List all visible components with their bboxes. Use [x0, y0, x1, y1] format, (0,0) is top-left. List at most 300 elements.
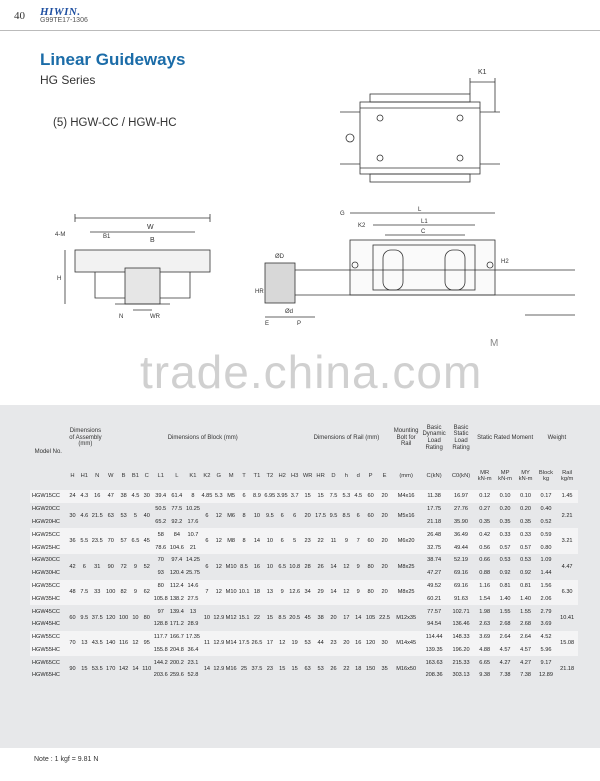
cell-L1: 155.8	[153, 644, 169, 657]
cell-K1: 17.6	[185, 516, 201, 529]
cell-MY: 2.64	[515, 631, 535, 644]
cell-T2: 10	[263, 554, 276, 580]
cell-static: 196.20	[448, 644, 475, 657]
cell-MP: 4.27	[495, 656, 515, 669]
cell-model: HGW25CC	[30, 528, 67, 541]
cell-H: 48	[67, 580, 79, 606]
cell-K2: 10	[201, 605, 213, 631]
cell-T: 8	[238, 503, 251, 529]
label-d: Ød	[285, 309, 294, 315]
cell-B: 38	[117, 490, 130, 503]
cell-C: 45	[141, 528, 153, 554]
cell-block-weight: 4.52	[536, 631, 556, 644]
top-view-drawing	[330, 60, 510, 200]
cell-WR: 20	[301, 503, 314, 529]
cell-HR: 44	[314, 631, 327, 657]
cell-T2: 6.95	[263, 490, 276, 503]
cell-WR: 34	[301, 580, 314, 606]
cell-bolt: M5x16	[392, 503, 421, 529]
cell-C: 80	[141, 605, 153, 631]
cell-WR: 28	[301, 554, 314, 580]
cell-static: 16.97	[448, 490, 475, 503]
cell-HR: 15	[314, 490, 327, 503]
cell-T1: 22	[250, 605, 263, 631]
cell-N: 53.5	[90, 656, 104, 682]
cell-block-weight: 1.09	[536, 554, 556, 567]
cell-H2: 9	[276, 580, 288, 606]
subheader-d: d	[356, 472, 360, 479]
header-weight: Weight	[547, 434, 567, 441]
cell-model: HGW65CC	[30, 656, 67, 669]
cell-MY: 4.27	[515, 656, 535, 669]
cell-L1: 203.6	[153, 669, 169, 682]
cell-G: 12.9	[213, 605, 225, 631]
cell-K2: 4.85	[201, 490, 213, 503]
cell-N: 31	[90, 554, 104, 580]
subheader-L1: L1	[157, 472, 164, 479]
cell-B1: 10	[130, 605, 141, 631]
cell-MR: 0.88	[474, 567, 494, 580]
series-subtitle: HG Series	[40, 73, 96, 87]
cell-C: 62	[141, 580, 153, 606]
cell-N: 33	[90, 580, 104, 606]
cell-G: 12	[213, 554, 225, 580]
cell-L1: 97	[153, 605, 169, 618]
subheader-E: E	[382, 472, 387, 479]
cell-K1: 13	[185, 605, 201, 618]
cell-block-weight: 1.44	[536, 567, 556, 580]
cell-L: 112.4	[169, 580, 185, 593]
cell-H3: 20.5	[288, 605, 301, 631]
subheader-W: W	[107, 472, 114, 479]
cell-MP: 0.53	[495, 554, 515, 567]
cell-HR: 26	[314, 554, 327, 580]
cell-MR: 0.35	[474, 516, 494, 529]
cell-E: 20	[378, 528, 392, 554]
cell-H3: 19	[288, 631, 301, 657]
cell-bolt: M6x20	[392, 528, 421, 554]
cell-block-weight: 0.59	[536, 528, 556, 541]
cell-E: 20	[378, 554, 392, 580]
cell-block-weight: 0.40	[536, 503, 556, 516]
cell-MY: 4.57	[515, 644, 535, 657]
cell-MY: 0.20	[515, 503, 535, 516]
cell-static: 49.44	[448, 541, 475, 554]
cell-h: 22	[340, 656, 353, 682]
cell-T2: 23	[263, 656, 276, 682]
header-dynamic: Basic Dynamic Load Rating	[422, 424, 446, 451]
cell-N: 43.5	[90, 631, 104, 657]
page-number: 40	[14, 10, 25, 22]
cell-WR: 23	[301, 528, 314, 554]
cell-d: 14	[353, 605, 364, 631]
cell-rail-weight: 10.41	[556, 605, 578, 631]
cell-MP: 0.92	[495, 567, 515, 580]
cell-block-weight: 2.06	[536, 592, 556, 605]
page-title: Linear Guideways	[40, 50, 186, 69]
cell-T2: 9.5	[263, 503, 276, 529]
cell-MR: 0.12	[474, 490, 494, 503]
cell-H1: 6	[78, 554, 90, 580]
subheader-M: M	[228, 472, 234, 479]
cell-d: 18	[353, 656, 364, 682]
cell-static: 148.33	[448, 631, 475, 644]
cell-rail-weight: 21.18	[556, 656, 578, 682]
cell-B1: 5	[130, 503, 141, 529]
cell-MR: 1.98	[474, 605, 494, 618]
cell-MY: 0.33	[515, 528, 535, 541]
cell-H2: 6.5	[276, 554, 288, 580]
subheader-moment-MR: MR kN-m	[477, 469, 492, 482]
table-row	[30, 580, 578, 593]
cell-L1: 58	[153, 528, 169, 541]
cell-L: 166.7	[169, 631, 185, 644]
cell-model: HGW65HC	[30, 669, 67, 682]
cell-L: 204.8	[169, 644, 185, 657]
cell-T: 10.1	[238, 580, 251, 606]
cell-P: 60	[364, 528, 378, 554]
cell-MR: 4.88	[474, 644, 494, 657]
cell-bolt: M4x16	[392, 490, 421, 503]
cell-T1: 18	[250, 580, 263, 606]
cell-d: 6	[353, 503, 364, 529]
table-row	[30, 656, 578, 669]
cell-MP: 0.35	[495, 516, 515, 529]
subheader-T1: T1	[253, 472, 261, 479]
cell-d: 7	[353, 528, 364, 554]
cell-H3: 15	[288, 656, 301, 682]
subheader-T2: T2	[266, 472, 274, 479]
cell-T: 25	[238, 656, 251, 682]
cell-T: 8.5	[238, 554, 251, 580]
cell-C: 40	[141, 503, 153, 529]
cell-K1: 14.25	[185, 554, 201, 567]
cell-bolt: M8x25	[392, 554, 421, 580]
cell-static: 69.16	[448, 567, 475, 580]
cell-K2: 6	[201, 503, 213, 529]
cell-L1: 117.7	[153, 631, 169, 644]
cell-M: M5	[225, 490, 238, 503]
cell-N: 37.5	[90, 605, 104, 631]
spec-table	[30, 414, 578, 682]
cell-h: 8.5	[340, 503, 353, 529]
cell-MY: 0.53	[515, 554, 535, 567]
cell-bolt: M8x25	[392, 580, 421, 606]
cell-B: 53	[117, 503, 130, 529]
cell-model: HGW55CC	[30, 631, 67, 644]
subheader-N: N	[95, 472, 100, 479]
cell-dynamic: 17.75	[421, 503, 448, 516]
cell-K1: 21	[185, 541, 201, 554]
cell-static: 91.63	[448, 592, 475, 605]
cell-C: 95	[141, 631, 153, 657]
subheader-C: C	[144, 472, 149, 479]
cell-H: 36	[67, 528, 79, 554]
cell-static: 102.71	[448, 605, 475, 618]
cell-model: HGW20CC	[30, 503, 67, 516]
cell-MP: 0.10	[495, 490, 515, 503]
cell-G: 12.9	[213, 656, 225, 682]
header-rail: Dimensions of Rail (mm)	[313, 434, 380, 441]
cell-T2: 15	[263, 605, 276, 631]
brand-logo: HIWIN.	[40, 6, 81, 18]
cell-dynamic: 60.21	[421, 592, 448, 605]
cell-M: M10	[225, 554, 238, 580]
table-row	[30, 528, 578, 541]
cell-E: 20	[378, 503, 392, 529]
cell-M: M16	[225, 656, 238, 682]
cell-M: M12	[225, 605, 238, 631]
label-4m: 4-M	[55, 232, 66, 238]
cell-P: 150	[364, 656, 378, 682]
cell-MP: 2.64	[495, 631, 515, 644]
cell-HR: 38	[314, 605, 327, 631]
cell-model: HGW15CC	[30, 490, 67, 503]
label-g: G	[340, 211, 345, 217]
cell-B1: 14	[130, 656, 141, 682]
cell-T2: 10	[263, 528, 276, 554]
cell-MR: 3.69	[474, 631, 494, 644]
cell-HR: 17.5	[314, 503, 327, 529]
cell-model: HGW30CC	[30, 554, 67, 567]
cell-K1: 10.7	[185, 528, 201, 541]
cell-L1: 65.2	[153, 516, 169, 529]
watermark-mark: M	[490, 338, 499, 349]
cell-K1: 14.6	[185, 580, 201, 593]
subheader-T: T	[242, 472, 246, 479]
cell-T: 17.5	[238, 631, 251, 657]
cell-model: HGW55HC	[30, 644, 67, 657]
cell-H2: 6	[276, 528, 288, 554]
cell-MY: 2.68	[515, 618, 535, 631]
cell-G: 12	[213, 580, 225, 606]
cell-model: HGW20HC	[30, 516, 67, 529]
cell-MY: 0.10	[515, 490, 535, 503]
footnote: Note : 1 kgf = 9.81 N	[34, 756, 99, 763]
cell-M: M14	[225, 631, 238, 657]
cell-L: 139.4	[169, 605, 185, 618]
cell-static: 136.46	[448, 618, 475, 631]
front-view-drawing	[55, 210, 230, 325]
label-h2: H2	[501, 259, 509, 265]
cell-h: 9	[340, 528, 353, 554]
cell-MR: 9.38	[474, 669, 494, 682]
cell-bolt: M12x35	[392, 605, 421, 631]
cell-rail-weight: 4.47	[556, 554, 578, 580]
table-row	[30, 490, 578, 503]
cell-H: 90	[67, 656, 79, 682]
cell-H1: 4.3	[78, 490, 90, 503]
cell-L: 61.4	[169, 490, 185, 503]
cell-dynamic: 77.57	[421, 605, 448, 618]
cell-P: 80	[364, 554, 378, 580]
cell-H2: 3.95	[276, 490, 288, 503]
cell-model: HGW30HC	[30, 567, 67, 580]
side-view-drawing	[255, 205, 585, 330]
cell-model: HGW45HC	[30, 618, 67, 631]
cell-G: 12.9	[213, 631, 225, 657]
label-b: B	[150, 237, 155, 244]
header-model: Model No.	[34, 448, 62, 455]
cell-C: 110	[141, 656, 153, 682]
cell-K1: 36.4	[185, 644, 201, 657]
subheader-h: h	[344, 472, 348, 479]
cell-h: 12	[340, 580, 353, 606]
cell-block-weight: 0.80	[536, 541, 556, 554]
cell-B1: 9	[130, 580, 141, 606]
cell-model: HGW25HC	[30, 541, 67, 554]
subheader-H2: H2	[278, 472, 286, 479]
label-wr: WR	[150, 314, 160, 320]
cell-G: 12	[213, 503, 225, 529]
cell-L: 120.4	[169, 567, 185, 580]
cell-W: 70	[104, 528, 117, 554]
cell-MP: 1.55	[495, 605, 515, 618]
cell-M: M6	[225, 503, 238, 529]
cell-MR: 0.42	[474, 528, 494, 541]
cell-K1: 17.35	[185, 631, 201, 644]
cell-MP: 0.57	[495, 541, 515, 554]
cell-K1: 23.1	[185, 656, 201, 669]
cell-H1: 15	[78, 656, 90, 682]
label-od: ØD	[275, 254, 284, 260]
cell-static: 215.33	[448, 656, 475, 669]
cell-L: 104.6	[169, 541, 185, 554]
subheader-B1: B1	[131, 472, 139, 479]
cell-W: 47	[104, 490, 117, 503]
cell-L1: 144.2	[153, 656, 169, 669]
cell-P: 60	[364, 490, 378, 503]
cell-L1: 80	[153, 580, 169, 593]
cell-K1: 52.8	[185, 669, 201, 682]
cell-H: 70	[67, 631, 79, 657]
cell-MP: 0.81	[495, 580, 515, 593]
cell-MR: 6.65	[474, 656, 494, 669]
cell-W: 100	[104, 580, 117, 606]
cell-H1: 9.5	[78, 605, 90, 631]
cell-L: 84	[169, 528, 185, 541]
subheader-bolt: (mm)	[399, 472, 413, 479]
cell-rail-weight: 1.45	[556, 490, 578, 503]
cell-D: 23	[327, 631, 340, 657]
cell-MR: 1.16	[474, 580, 494, 593]
cell-N: 21.5	[90, 503, 104, 529]
cell-block-weight: 5.96	[536, 644, 556, 657]
cell-W: 120	[104, 605, 117, 631]
cell-WR: 45	[301, 605, 314, 631]
cell-WR: 53	[301, 631, 314, 657]
cell-B: 100	[117, 605, 130, 631]
cell-MY: 0.92	[515, 567, 535, 580]
cell-L: 138.2	[169, 592, 185, 605]
cell-T: 15.1	[238, 605, 251, 631]
subheader-dynamic: C(kN)	[426, 472, 442, 479]
subheader-HR: HR	[316, 472, 325, 479]
subheader-WR: WR	[302, 472, 313, 479]
cell-MR: 0.27	[474, 503, 494, 516]
label-k2: K2	[358, 223, 366, 229]
header-bolt: Mounting Bolt for Rail	[393, 428, 419, 448]
cell-T1: 8.9	[250, 490, 263, 503]
cell-L1: 39.4	[153, 490, 169, 503]
subheader-moment-MP: MP kN-m	[498, 469, 513, 482]
cell-H: 42	[67, 554, 79, 580]
cell-rail-weight: 2.21	[556, 503, 578, 529]
cell-L1: 128.8	[153, 618, 169, 631]
cell-H3: 5	[288, 528, 301, 554]
label-b1: B1	[103, 234, 111, 240]
table-row	[30, 605, 578, 618]
cell-K2: 7	[201, 580, 213, 606]
subheader-K1: K1	[189, 472, 197, 479]
cell-D: 14	[327, 554, 340, 580]
label-c: C	[421, 229, 426, 235]
cell-static: 36.49	[448, 528, 475, 541]
cell-B1: 9	[130, 554, 141, 580]
cell-L: 200.2	[169, 656, 185, 669]
cell-D: 11	[327, 528, 340, 554]
cell-D: 7.5	[327, 490, 340, 503]
cell-T1: 37.5	[250, 656, 263, 682]
cell-L: 92.2	[169, 516, 185, 529]
cell-MR: 0.56	[474, 541, 494, 554]
cell-rail-weight: 6.30	[556, 580, 578, 606]
cell-dynamic: 38.74	[421, 554, 448, 567]
cell-H2: 15	[276, 656, 288, 682]
cell-static: 303.13	[448, 669, 475, 682]
cell-MR: 0.66	[474, 554, 494, 567]
subheader-P: P	[368, 472, 373, 479]
subheader-static: C0(kN)	[451, 472, 471, 479]
cell-block-weight: 2.79	[536, 605, 556, 618]
cell-K2: 6	[201, 554, 213, 580]
cell-H3: 10.8	[288, 554, 301, 580]
label-k1: K1	[478, 69, 487, 76]
label-l1: L1	[421, 219, 428, 225]
subheader-weight-Rail: Rail kg/m	[560, 469, 574, 482]
subheader-moment-MY: MY kN-m	[518, 469, 533, 482]
cell-T1: 26.5	[250, 631, 263, 657]
cell-model: HGW35CC	[30, 580, 67, 593]
cell-B: 72	[117, 554, 130, 580]
cell-M: M10	[225, 580, 238, 606]
cell-P: 120	[364, 631, 378, 657]
watermark-text: trade.china.com	[140, 346, 483, 398]
cell-MP: 2.68	[495, 618, 515, 631]
cell-dynamic: 114.44	[421, 631, 448, 644]
cell-MP: 7.38	[495, 669, 515, 682]
cell-G: 12	[213, 528, 225, 554]
header-assembly: Dimensions of Assembly (mm)	[69, 428, 102, 448]
cell-H1: 7.5	[78, 580, 90, 606]
cell-MY: 0.57	[515, 541, 535, 554]
header-divider	[0, 30, 600, 31]
subheader-H: H	[70, 472, 75, 479]
cell-WR: 15	[301, 490, 314, 503]
cell-dynamic: 32.75	[421, 541, 448, 554]
cell-dynamic: 21.18	[421, 516, 448, 529]
cell-static: 27.76	[448, 503, 475, 516]
header-moment: Static Rated Moment	[477, 434, 534, 441]
cell-rail-weight: 15.08	[556, 631, 578, 657]
cell-MP: 0.33	[495, 528, 515, 541]
cell-static: 35.90	[448, 516, 475, 529]
cell-bolt: M14x45	[392, 631, 421, 657]
cell-L1: 105.8	[153, 592, 169, 605]
subheader-weight-Block: Block kg	[538, 469, 554, 482]
cell-T1: 14	[250, 528, 263, 554]
cell-rail-weight: 3.21	[556, 528, 578, 554]
